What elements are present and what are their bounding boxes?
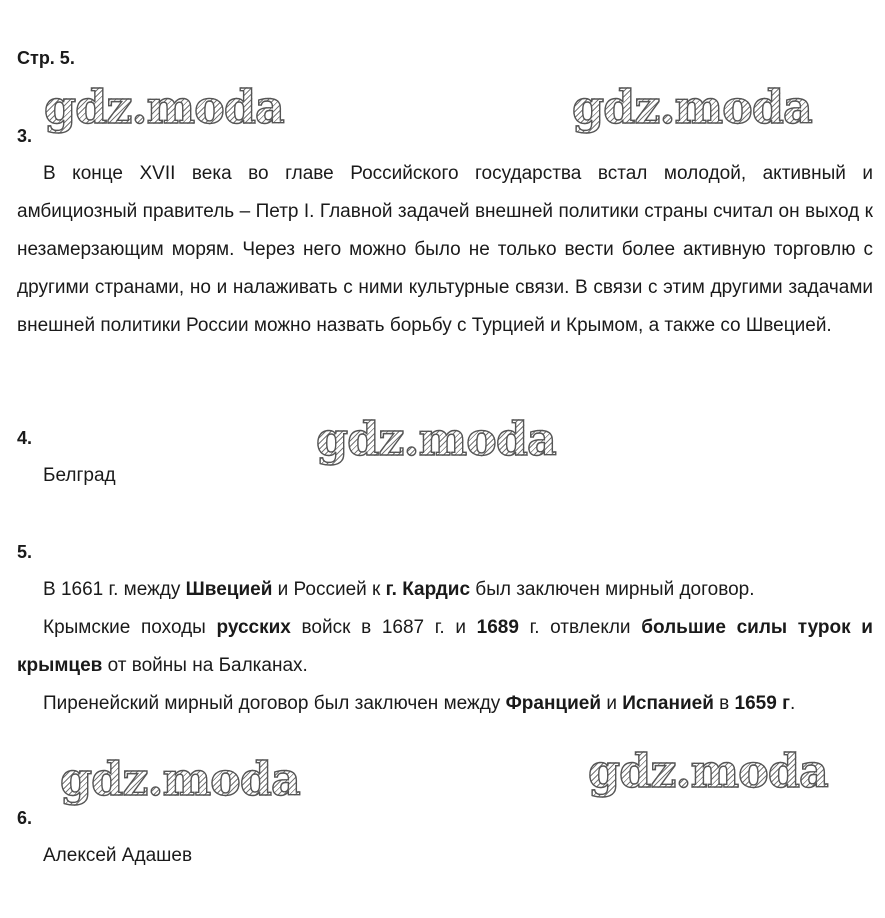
bold-run: большие силы турок и крымцев xyxy=(17,617,873,676)
bold-run: русских xyxy=(216,617,291,638)
answer-paragraph xyxy=(17,609,873,685)
text-run: в xyxy=(713,693,735,714)
text-run: и xyxy=(601,693,623,714)
watermark: gdz.moda xyxy=(44,80,284,134)
text-run: г. отвлекли xyxy=(518,617,642,638)
bold-run: 1689 xyxy=(476,617,519,638)
question-number: 3. xyxy=(17,126,33,146)
text-run: Пиренейский мирный договор был заключен между xyxy=(43,693,506,714)
answer-paragraph xyxy=(17,571,873,609)
bold-run: Испанией xyxy=(622,693,714,714)
text-run: и Россией к xyxy=(272,579,386,600)
answer-paragraph xyxy=(17,685,873,723)
question-number: 6. xyxy=(17,808,33,828)
text-run: был заключен мирный договор. xyxy=(470,579,755,600)
text-run: В 1661 г. между xyxy=(43,579,186,600)
bold-run: 1659 г xyxy=(734,693,791,714)
bold-run: Францией xyxy=(505,693,602,714)
bold-run: г. Кардис xyxy=(385,579,471,600)
answer-paragraph: В конце XVII века во главе Российского государства встал молодой, активный и амбициозный правитель – Петр I. Главной задачей внешней политики страны считал он выход к незамерзающим морям. Через него можно было не только вести более активную торговлю с другими странами, но и налаживать с ними культурные связи. В связи с этим другими задачами внешней политики России можно назвать борьбу с Турцией и Крымом, а также со Швецией. xyxy=(17,163,873,336)
question-number: 4. xyxy=(17,428,33,448)
text-run: . xyxy=(790,693,796,714)
text-run: Крымские походы xyxy=(43,617,217,638)
watermark: gdz.moda xyxy=(588,744,828,798)
question-number: 5. xyxy=(17,542,33,562)
watermark: gdz.moda xyxy=(572,80,812,134)
watermark: gdz.moda xyxy=(316,412,556,466)
page-label: Стр. 5. xyxy=(17,48,75,68)
answer-text: Алексей Адашев xyxy=(43,845,193,866)
watermark: gdz.moda xyxy=(60,752,300,806)
text-run: войск в 1687 г. и xyxy=(290,617,477,638)
bold-run: Швецией xyxy=(185,579,273,600)
text-run: от войны на Балканах. xyxy=(102,655,308,676)
answer-text: Белград xyxy=(43,465,116,486)
